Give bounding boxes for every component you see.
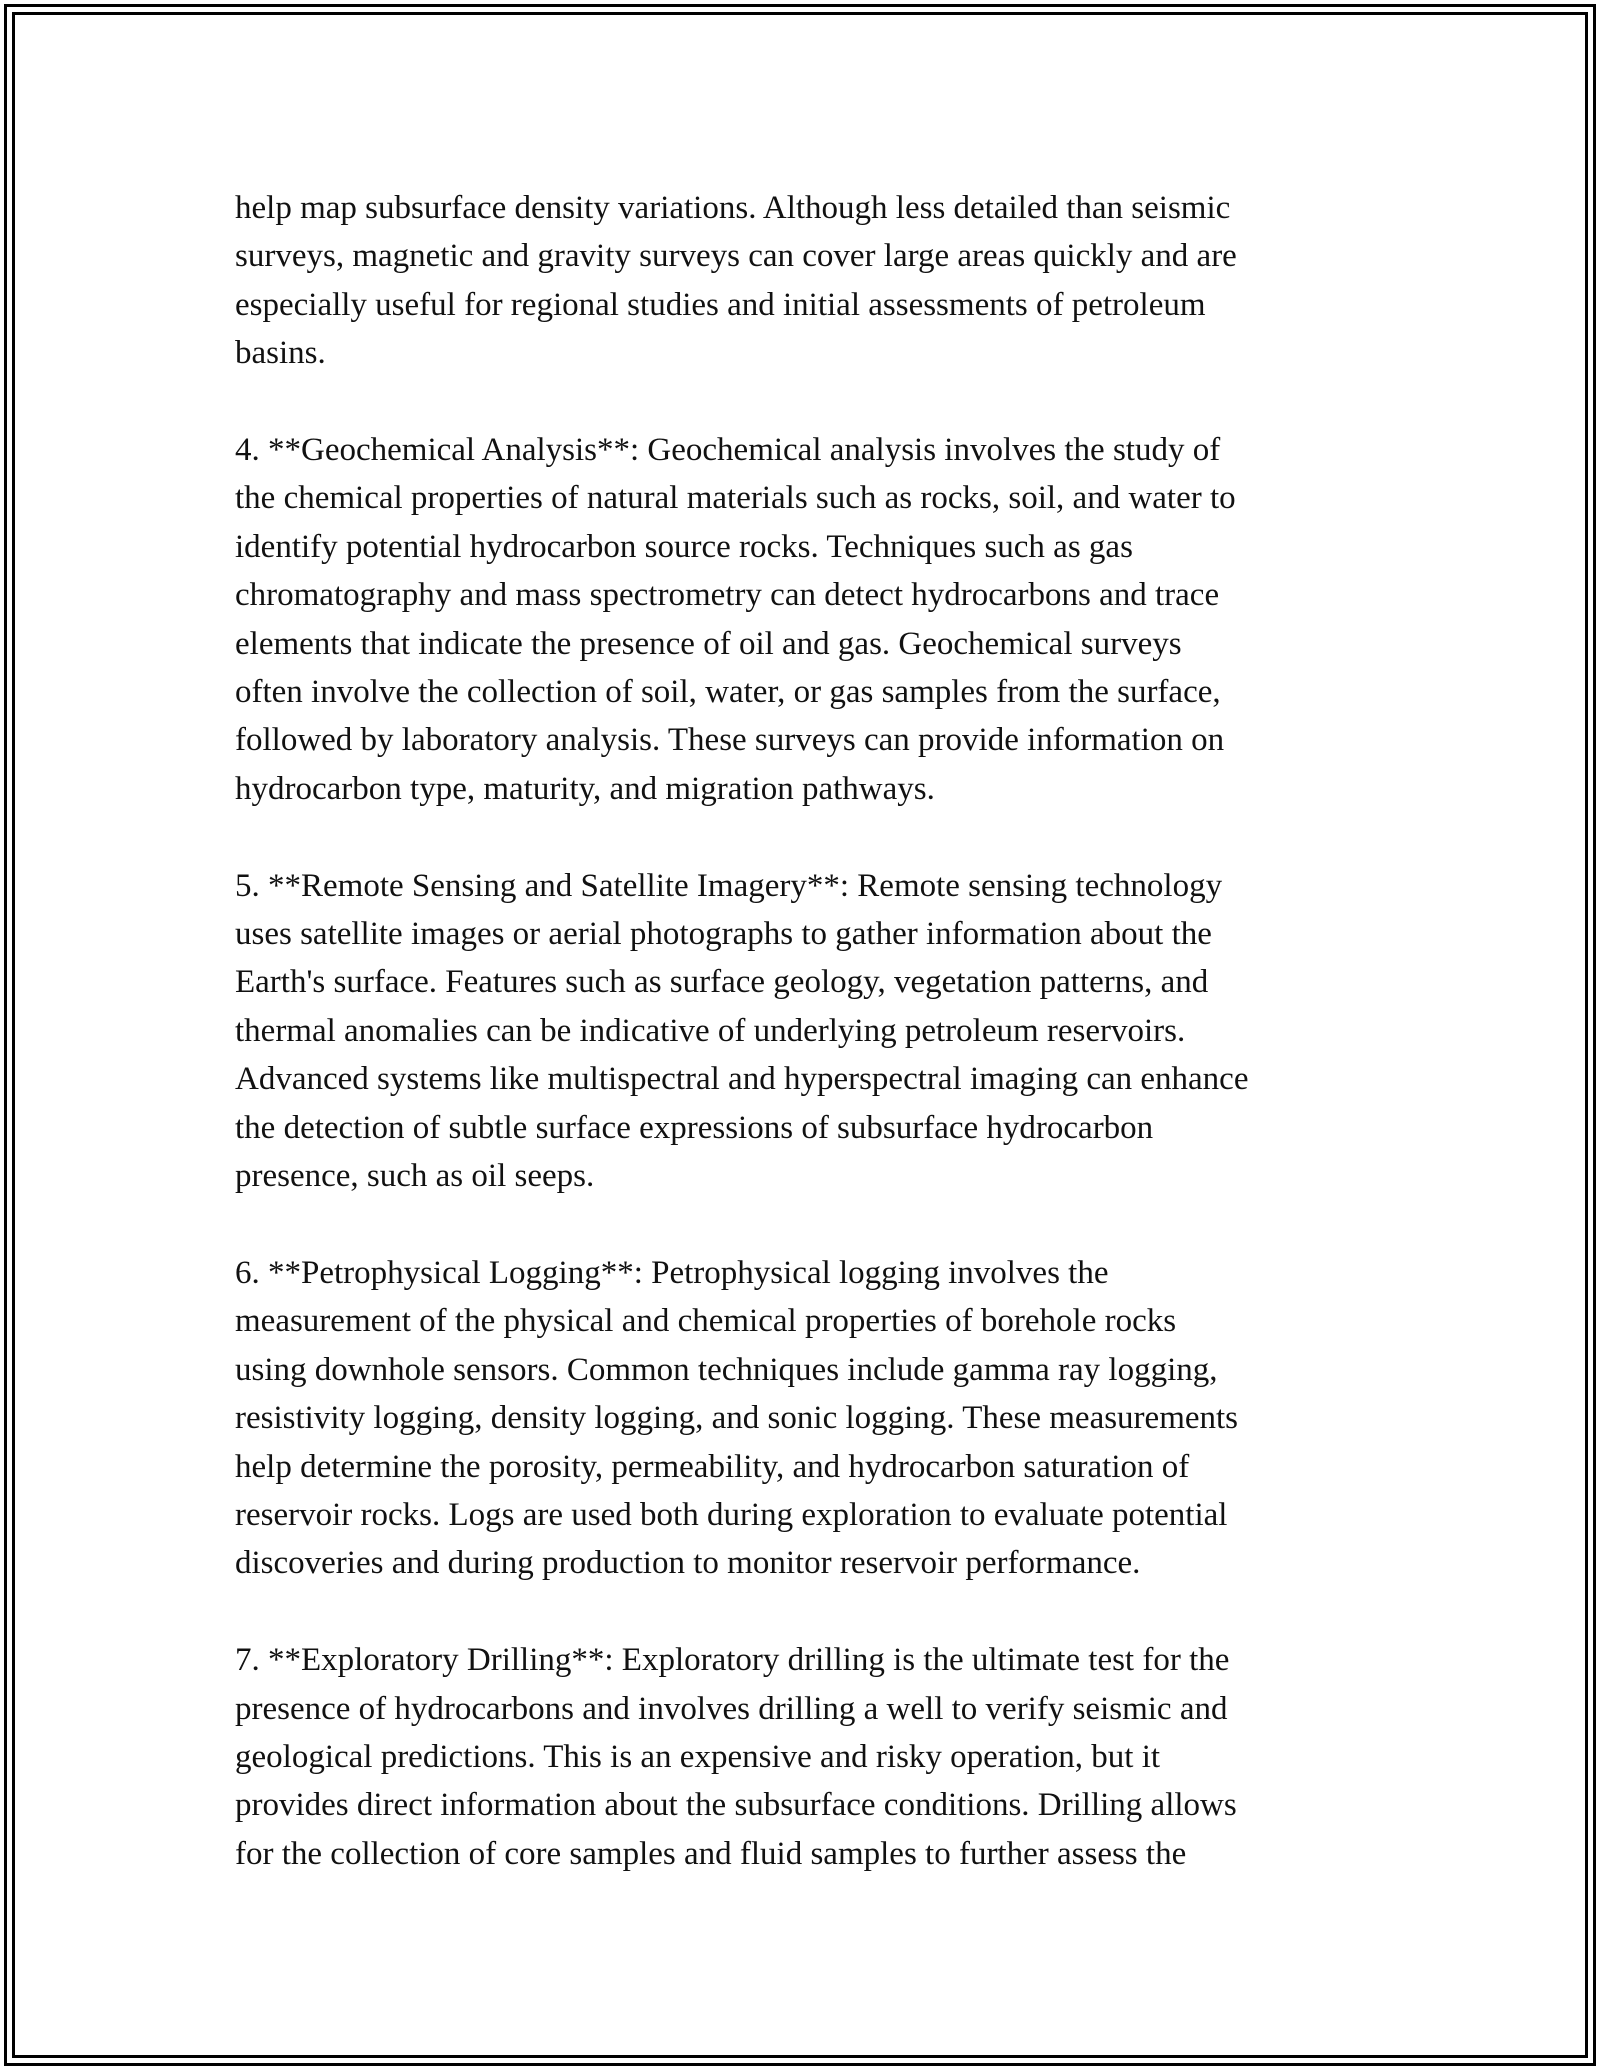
text-line: 6. **Petrophysical Logging**: Petrophysical logging involves the — [235, 1254, 1109, 1291]
text-line: surveys, magnetic and gravity surveys can cover large areas quickly and are — [235, 238, 1237, 275]
text-line: presence, such as oil seeps. — [235, 1158, 595, 1195]
text-line: 5. **Remote Sensing and Satellite Imagery**: Remote sensing technology — [235, 867, 1223, 904]
text-line: resistivity logging, density logging, and sonic logging. These measurements — [235, 1400, 1239, 1437]
text-line: uses satellite images or aerial photographs to gather information about the — [235, 916, 1212, 953]
paragraph — [235, 1249, 1375, 1588]
text-line: 4. **Geochemical Analysis**: Geochemical analysis involves the study of — [235, 432, 1221, 469]
text-line: reservoir rocks. Logs are used both during exploration to evaluate potential — [235, 1496, 1228, 1533]
text-line: elements that indicate the presence of oil and gas. Geochemical surveys — [235, 625, 1182, 662]
text-line: especially useful for regional studies and initial assessments of petroleum — [235, 286, 1206, 323]
text-line: Earth's surface. Features such as surface geology, vegetation patterns, and — [235, 964, 1209, 1001]
text-line: discoveries and during production to monitor reservoir performance. — [235, 1545, 1141, 1582]
paragraph — [235, 426, 1375, 813]
text-line: often involve the collection of soil, water, or gas samples from the surface, — [235, 674, 1221, 711]
paragraph — [235, 862, 1375, 1201]
document-body — [235, 184, 1375, 1927]
paragraph — [235, 184, 1375, 378]
text-line: hydrocarbon type, maturity, and migration pathways. — [235, 770, 935, 807]
text-line: followed by laboratory analysis. These surveys can provide information on — [235, 722, 1225, 759]
text-line: help determine the porosity, permeability, and hydrocarbon saturation of — [235, 1448, 1190, 1485]
text-line: 7. **Exploratory Drilling**: Exploratory drilling is the ultimate test for the — [235, 1642, 1230, 1679]
text-line: geological predictions. This is an expensive and risky operation, but it — [235, 1738, 1161, 1775]
paragraph — [235, 1636, 1375, 1878]
text-line: chromatography and mass spectrometry can detect hydrocarbons and trace — [235, 577, 1220, 614]
text-line: identify potential hydrocarbon source rocks. Techniques such as gas — [235, 528, 1133, 565]
text-line: help map subsurface density variations. Although less detailed than seismic — [235, 190, 1231, 226]
text-line: basins. — [235, 335, 326, 372]
text-line: for the collection of core samples and fluid samples to further assess the — [235, 1835, 1187, 1872]
text-line: Advanced systems like multispectral and hyperspectral imaging can enhance — [235, 1061, 1249, 1098]
text-line: measurement of the physical and chemical properties of borehole rocks — [235, 1303, 1177, 1340]
text-line: presence of hydrocarbons and involves drilling a well to verify seismic and — [235, 1690, 1228, 1727]
text-line: the chemical properties of natural materials such as rocks, soil, and water to — [235, 480, 1236, 517]
text-line: thermal anomalies can be indicative of underlying petroleum reservoirs. — [235, 1012, 1186, 1049]
text-line: the detection of subtle surface expressions of subsurface hydrocarbon — [235, 1109, 1154, 1146]
text-line: using downhole sensors. Common techniques include gamma ray logging, — [235, 1351, 1218, 1388]
text-line: provides direct information about the subsurface conditions. Drilling allows — [235, 1787, 1237, 1824]
